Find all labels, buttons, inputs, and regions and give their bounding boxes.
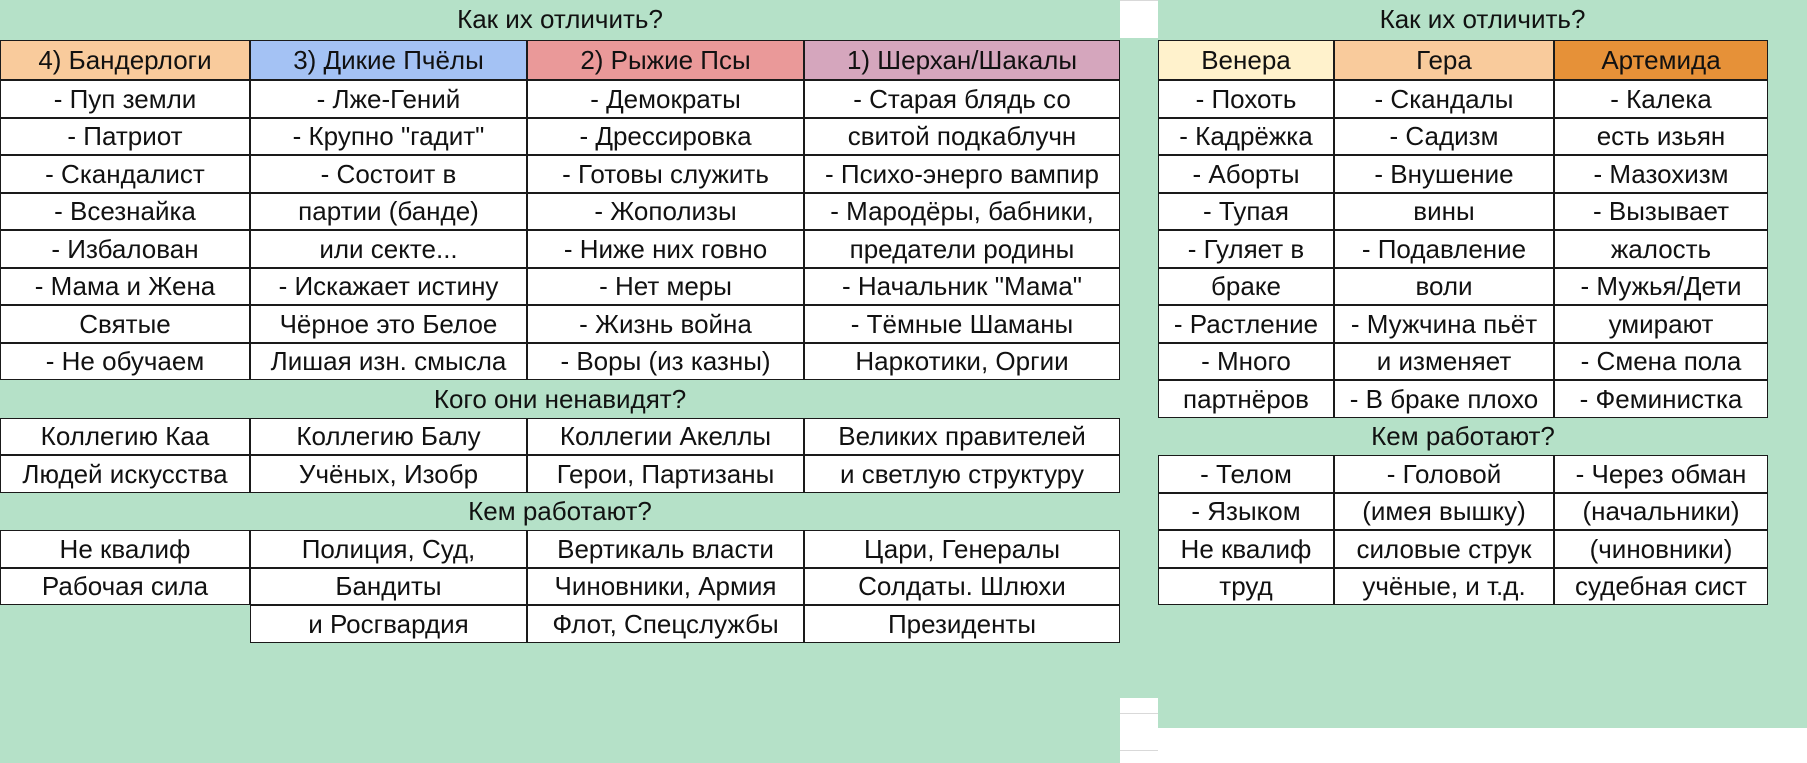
right-trait-cell: воли bbox=[1334, 268, 1554, 306]
right-trait-cell: - Много bbox=[1158, 343, 1334, 381]
right-trait-cell: - Растление bbox=[1158, 305, 1334, 343]
left-hate-cell: Герои, Партизаны bbox=[527, 455, 804, 493]
left-trait-cell: - Начальник "Мама" bbox=[804, 268, 1120, 306]
right-work-cell: - Головой bbox=[1334, 455, 1554, 493]
right-trait-cell: - Мужчина пьёт bbox=[1334, 305, 1554, 343]
right-trait-cell: вины bbox=[1334, 193, 1554, 231]
left-trait-cell: партии (банде) bbox=[250, 193, 527, 231]
left-column-header-3: 2) Рыжие Псы bbox=[527, 40, 804, 80]
left-trait-cell: Чёрное это Белое bbox=[250, 305, 527, 343]
left-hate-cell: Коллегию Балу bbox=[250, 418, 527, 456]
left-trait-cell: - Нет меры bbox=[527, 268, 804, 306]
left-trait-cell: Лишая изн. смысла bbox=[250, 343, 527, 381]
right-trait-cell: - Кадрёжка bbox=[1158, 118, 1334, 156]
right-column-header-2: Гера bbox=[1334, 40, 1554, 80]
left-trait-cell: - Мародёры, бабники, bbox=[804, 193, 1120, 231]
right-column-header-1: Венера bbox=[1158, 40, 1334, 80]
left-work-cell: Флот, Спецслужбы bbox=[527, 605, 804, 643]
right-trait-cell: - Смена пола bbox=[1554, 343, 1768, 381]
right-trait-cell: - Калека bbox=[1554, 80, 1768, 118]
left-hate-cell: Учёных, Изобр bbox=[250, 455, 527, 493]
left-hate-cell: Людей искусства bbox=[0, 455, 250, 493]
right-trait-cell: - Похоть bbox=[1158, 80, 1334, 118]
left-trait-cell: - Тёмные Шаманы bbox=[804, 305, 1120, 343]
right-column-header-3: Артемида bbox=[1554, 40, 1768, 80]
right-work-cell: учёные, и т.д. bbox=[1334, 568, 1554, 606]
right-trait-cell: - В браке плохо bbox=[1334, 380, 1554, 418]
left-trait-cell: - Ниже них говно bbox=[527, 230, 804, 268]
left-hate-cell: Великих правителей bbox=[804, 418, 1120, 456]
left-column-header-2: 3) Дикие Пчёлы bbox=[250, 40, 527, 80]
left-trait-cell: - Жизнь война bbox=[527, 305, 804, 343]
left-hate-cell: Коллегию Каа bbox=[0, 418, 250, 456]
right-trait-cell: - Мужья/Дети bbox=[1554, 268, 1768, 306]
gap-green-panel bbox=[1120, 38, 1158, 698]
left-trait-cell: - Состоит в bbox=[250, 155, 527, 193]
right-work-cell: силовые струк bbox=[1334, 530, 1554, 568]
left-header-distinguish: Как их отличить? bbox=[0, 0, 1120, 38]
left-trait-cell: или секте... bbox=[250, 230, 527, 268]
right-header-distinguish: Как их отличить? bbox=[1158, 0, 1807, 38]
right-work-cell: Не квалиф bbox=[1158, 530, 1334, 568]
right-trait-cell: - Садизм bbox=[1334, 118, 1554, 156]
right-work-cell: (имея вышку) bbox=[1334, 493, 1554, 531]
left-work-cell: Не квалиф bbox=[0, 530, 250, 568]
left-trait-cell: предатели родины bbox=[804, 230, 1120, 268]
right-trait-cell: - Подавление bbox=[1334, 230, 1554, 268]
left-trait-cell: - Воры (из казны) bbox=[527, 343, 804, 381]
left-trait-cell: - Психо-энерго вампир bbox=[804, 155, 1120, 193]
left-column-header-1: 4) Бандерлоги bbox=[0, 40, 250, 80]
right-work-cell: - Через обман bbox=[1554, 455, 1768, 493]
right-trait-cell: - Гуляет в bbox=[1158, 230, 1334, 268]
right-trait-cell: - Феминистка bbox=[1554, 380, 1768, 418]
left-trait-cell: свитой подкаблучн bbox=[804, 118, 1120, 156]
left-trait-cell: - Скандалист bbox=[0, 155, 250, 193]
left-trait-cell: - Старая блядь со bbox=[804, 80, 1120, 118]
right-trait-cell: - Внушение bbox=[1334, 155, 1554, 193]
right-blank-area bbox=[1158, 728, 1807, 763]
right-trait-cell: - Скандалы bbox=[1334, 80, 1554, 118]
right-trait-cell: партнёров bbox=[1158, 380, 1334, 418]
left-column-header-4: 1) Шерхан/Шакалы bbox=[804, 40, 1120, 80]
right-header-work: Кем работают? bbox=[1158, 418, 1768, 456]
left-trait-cell: - Не обучаем bbox=[0, 343, 250, 381]
left-trait-cell: - Избалован bbox=[0, 230, 250, 268]
left-trait-cell: Наркотики, Оргии bbox=[804, 343, 1120, 381]
left-trait-cell: - Пуп земли bbox=[0, 80, 250, 118]
left-work-cell: Вертикаль власти bbox=[527, 530, 804, 568]
left-work-cell: Полиция, Суд, bbox=[250, 530, 527, 568]
left-work-cell: и Росгвардия bbox=[250, 605, 527, 643]
left-work-cell: Бандиты bbox=[250, 568, 527, 606]
right-trait-cell: и изменяет bbox=[1334, 343, 1554, 381]
right-trait-cell: есть изьян bbox=[1554, 118, 1768, 156]
left-work-cell: Цари, Генералы bbox=[804, 530, 1120, 568]
left-trait-cell: - Демократы bbox=[527, 80, 804, 118]
right-work-cell: - Телом bbox=[1158, 455, 1334, 493]
right-work-cell: (начальники) bbox=[1554, 493, 1768, 531]
right-trait-cell: жалость bbox=[1554, 230, 1768, 268]
right-work-cell: труд bbox=[1158, 568, 1334, 606]
left-header-work: Кем работают? bbox=[0, 493, 1120, 531]
right-trait-cell: браке bbox=[1158, 268, 1334, 306]
left-trait-cell: - Мама и Жена bbox=[0, 268, 250, 306]
right-trait-cell: - Аборты bbox=[1158, 155, 1334, 193]
left-trait-cell: - Дрессировка bbox=[527, 118, 804, 156]
right-trait-cell: - Мазохизм bbox=[1554, 155, 1768, 193]
left-trait-cell: Святые bbox=[0, 305, 250, 343]
left-trait-cell: - Всезнайка bbox=[0, 193, 250, 231]
left-trait-cell: - Искажает истину bbox=[250, 268, 527, 306]
right-work-cell: - Языком bbox=[1158, 493, 1334, 531]
right-trait-cell: - Вызывает bbox=[1554, 193, 1768, 231]
right-trait-cell: - Тупая bbox=[1158, 193, 1334, 231]
left-trait-cell: - Лже-Гений bbox=[250, 80, 527, 118]
left-trait-cell: - Крупно "гадит" bbox=[250, 118, 527, 156]
left-trait-cell: - Готовы служить bbox=[527, 155, 804, 193]
left-work-cell: Президенты bbox=[804, 605, 1120, 643]
left-hate-cell: и светлую структуру bbox=[804, 455, 1120, 493]
left-trait-cell: - Жополизы bbox=[527, 193, 804, 231]
right-work-cell: судебная сист bbox=[1554, 568, 1768, 606]
left-trait-cell: - Патриот bbox=[0, 118, 250, 156]
left-hate-cell: Коллегии Акеллы bbox=[527, 418, 804, 456]
right-work-cell: (чиновники) bbox=[1554, 530, 1768, 568]
left-work-cell: Чиновники, Армия bbox=[527, 568, 804, 606]
left-header-hate: Кого они ненавидят? bbox=[0, 380, 1120, 418]
left-work-cell: Рабочая сила bbox=[0, 568, 250, 606]
right-trait-cell: умирают bbox=[1554, 305, 1768, 343]
left-work-cell: Солдаты. Шлюхи bbox=[804, 568, 1120, 606]
